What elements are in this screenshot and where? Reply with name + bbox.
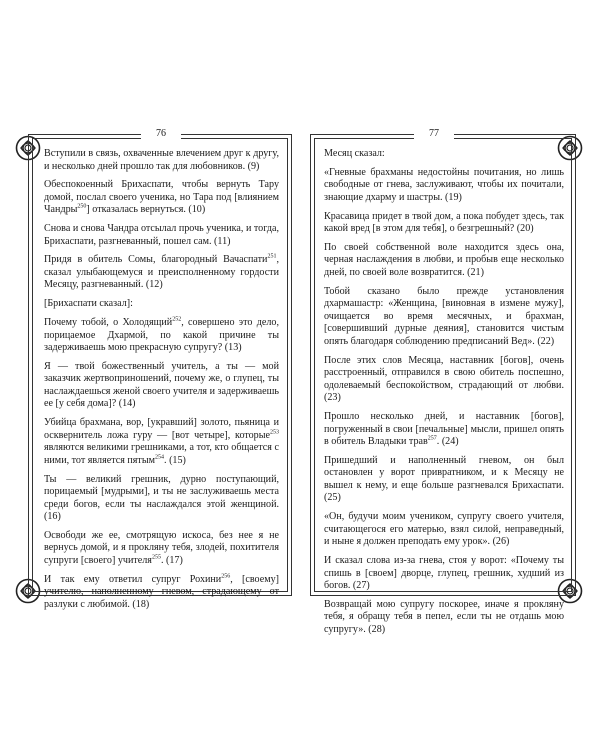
- footnote-marker: 251: [267, 254, 277, 261]
- paragraph-text: Возвращай мою супругу поскорее, иначе я прокляну тебя, я обращу тебя в пепел, если ты не отдашь мою супругу». (28): [324, 598, 564, 635]
- paragraph-text: . (24): [436, 436, 459, 448]
- paragraph-text: , совершено это дело, порицаемое Дхармой, по какой причине ты задерживаешь мою прекрасную супругу? (13): [44, 316, 279, 354]
- paragraph-text: «Он, будучи моим учеником, супругу своего учителя, считающегося его матерью, взял силой, неправедный, и ныне я должен преподать ему урок». (26): [324, 511, 564, 548]
- left-page-text: [44, 148, 279, 611]
- paragraph-text: Убийца брахмана, вор, [укравший] золото, пьяница и осквернитель ложа гуру — [вот четыре], которые: [44, 417, 279, 441]
- right-page-paragraph: [324, 355, 564, 405]
- paragraph-text: И сказал слова из-за гнева, стоя у ворот: «Почему ты спишь в [своем] дворце, глупец, грешник, худший из богов. (27): [324, 555, 564, 592]
- left-page-paragraph: [44, 417, 279, 467]
- footnote-marker: 257: [427, 435, 437, 442]
- right-page-paragraph: [324, 148, 564, 161]
- left-page-paragraph: [44, 148, 279, 173]
- paragraph-text: являются великими грешниками, а тот, кто общается с ними, тот является пятым: [44, 442, 279, 466]
- right-page-paragraph: [324, 555, 564, 593]
- paragraph-text: И так ему ответил супруг Рохини: [44, 573, 222, 585]
- left-page-paragraph: [44, 223, 279, 248]
- footnote-marker: 255: [151, 554, 161, 561]
- paragraph-text: . (17): [160, 555, 183, 566]
- right-page-paragraph: [324, 167, 564, 205]
- page-number-left: 76: [141, 128, 181, 140]
- footnote-marker: 256: [221, 573, 231, 580]
- footnote-marker: 253: [270, 429, 279, 436]
- right-page: [304, 128, 586, 635]
- paragraph-text: По своей собственной воле находится здесь она, черная наслаждения в любви, и пробыв еще несколько дней, по своей воле возвратится. (21): [324, 241, 564, 278]
- right-page-text: [324, 148, 564, 636]
- left-page-paragraph: [44, 474, 279, 524]
- footnote-marker: 250: [77, 204, 87, 211]
- paragraph-text: Вступили в связь, охваченные влечением друг к другу, и несколько дней прошло так для любовников. (9): [44, 148, 279, 172]
- paragraph-text: Красавица придет в твой дом, а пока побудет здесь, так какой вред [в этом для тебя], о безгрешный? (20): [324, 210, 564, 235]
- paragraph-text: Я — твой божественный учитель, а ты — мой заказчик жертвоприношений, почему же, о глупец, ты наслаждаешься женой своего учителя и задерживаешь ее [у себя дома]? (14): [44, 360, 279, 410]
- paragraph-text: [Брихаспати сказал]:: [44, 298, 133, 310]
- right-page-paragraph: [324, 599, 564, 637]
- paragraph-text: «Гневные брахманы недостойны почитания, но лишь свободные от гнева, заслуживают, чтобы их почитали, знающие дхарму и шастры. (19): [324, 166, 564, 203]
- paragraph-text: , сказал улыбающемуся и преисполненному гордости Месяцу, разгневанный. (12): [44, 254, 279, 291]
- paragraph-text: Придя в обитель Сомы, благородный Вачаспати: [44, 254, 268, 266]
- paragraph-text: Тобой сказано было прежде установления дхармашастр: «Женщина, [виновная в измене мужу], очищается во время месячных, и брахман, [совершивший дурные деяния], становится чистым опять благодаря соблюдению предписаний Вед». (22): [324, 285, 564, 347]
- right-page-paragraph: [324, 511, 564, 549]
- paragraph-text: . (15): [164, 454, 186, 466]
- left-page-paragraph: [44, 298, 279, 311]
- paragraph-text: , [своему] учителю, наполненному гневом, страдающему от разлуки с любимой. (18): [44, 573, 279, 610]
- left-page-paragraph: [44, 574, 279, 612]
- right-page-paragraph: [324, 286, 564, 349]
- right-page-paragraph: [324, 455, 564, 505]
- paragraph-text: Пришедший и наполненный гневом, он был остановлен у ворот привратником, и к Месяцу не вышел к нему, и еще больше разгневался Брихаспати. (25): [324, 454, 564, 504]
- right-page-paragraph: [324, 211, 564, 236]
- footnote-marker: 254: [155, 454, 165, 461]
- paragraph-text: ] отказалась вернуться. (10): [86, 204, 206, 216]
- page-number-right: 77: [414, 128, 454, 140]
- footnote-marker: 252: [172, 316, 182, 323]
- paragraph-text: Снова и снова Чандра отсылал прочь ученика, и тогда, Брихаспати, разгневанный, пошел сам. (11): [44, 223, 279, 247]
- left-page: [14, 128, 296, 610]
- paragraph-text: Освободи же ее, смотрящую искоса, без нее я не вернусь домой, и я прокляну тебя, злодей, похитителя супруги [своего] учителя: [44, 529, 279, 566]
- left-page-paragraph: [44, 530, 279, 568]
- left-page-paragraph: [44, 317, 279, 355]
- right-page-paragraph: [324, 411, 564, 449]
- paragraph-text: Почему тобой, о Холодящий: [44, 316, 173, 328]
- paragraph-text: После этих слов Месяца, наставник [богов], очень расстроенный, отправился в свою обитель поспешно, одолеваемый беспокойством, страдающий от любви. (23): [324, 354, 564, 404]
- left-page-paragraph: [44, 361, 279, 411]
- left-page-paragraph: [44, 179, 279, 217]
- right-page-paragraph: [324, 242, 564, 280]
- paragraph-text: Месяц сказал:: [324, 148, 385, 159]
- left-page-paragraph: [44, 254, 279, 292]
- paragraph-text: Ты — великий грешник, дурно поступающий, порицаемый [мудрыми], и ты не заслуживаешь места среди богов, если ты наслаждался этой женщиной. (16): [44, 473, 279, 523]
- paragraph-text: Прошло несколько дней, и наставник [богов], погруженный в свои [печальные] мысли, пришел опять в обитель Владыки трав: [324, 410, 564, 448]
- paragraph-text: Обеспокоенный Брихаспати, чтобы вернуть Тару домой, послал своего ученика, но Тара под [влиянием Чандры: [44, 179, 279, 216]
